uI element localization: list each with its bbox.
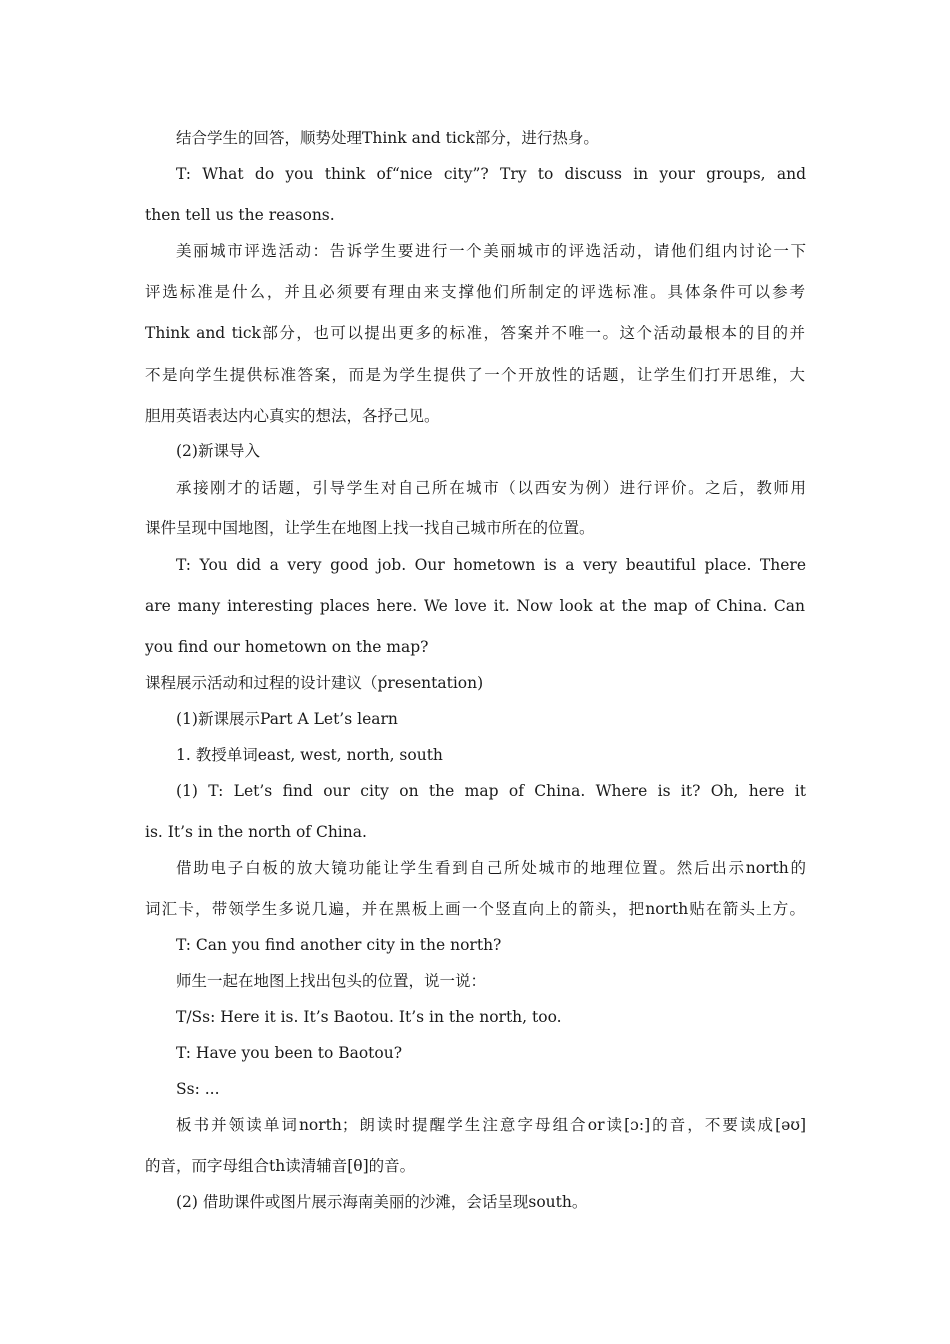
- paragraph-line: Think and tick部分，也可以提出更多的标准，答案并不唯一。这个活动最根本的目的并: [145, 324, 805, 342]
- paragraph-line: (1) T: Let’s find our city on the map of China. Where is it? Oh, here it: [176, 782, 806, 800]
- paragraph-line: 的音，而字母组合th读清辅音[θ]的音。: [145, 1157, 416, 1175]
- paragraph-line: 词汇卡，带领学生多说几遍，并在黑板上画一个竖直向上的箭头，把north贴在箭头上方。: [145, 900, 805, 918]
- paragraph-line: you find our hometown on the map?: [145, 638, 429, 656]
- dialogue-line: T/Ss: Here it is. It’s Baotou. It’s in the north, too.: [176, 1008, 562, 1026]
- paragraph-line: 借助电子白板的放大镜功能让学生看到自己所处城市的地理位置。然后出示north的: [176, 859, 806, 877]
- paragraph-line: is. It’s in the north of China.: [145, 823, 367, 841]
- paragraph-line: 师生一起在地图上找出包头的位置，说一说：: [176, 972, 487, 990]
- paragraph-line: 不是向学生提供标准答案，而是为学生提供了一个开放性的话题，让学生们打开思维，大: [145, 366, 805, 384]
- dialogue-line: T: Have you been to Baotou?: [176, 1044, 403, 1062]
- paragraph-line: 美丽城市评选活动：告诉学生要进行一个美丽城市的评选活动，请他们组内讨论一下: [176, 242, 806, 260]
- paragraph-line: are many interesting places here. We love it. Now look at the map of China. Can: [145, 597, 805, 615]
- paragraph-line: then tell us the reasons.: [145, 206, 335, 224]
- paragraph-line: 课件呈现中国地图，让学生在地图上找一找自己城市所在的位置。: [145, 519, 595, 537]
- list-item: 1. 教授单词east, west, north, south: [176, 746, 443, 764]
- paragraph-line: T: You did a very good job. Our hometown is a very beautiful place. There: [176, 556, 806, 574]
- section-heading: 课程展示活动和过程的设计建议（presentation): [145, 674, 484, 692]
- paragraph-line: 板书并领读单词north；朗读时提醒学生注意字母组合or读[ɔ:]的音，不要读成[əʊ]: [176, 1116, 806, 1134]
- paragraph-line: 评选标准是什么，并且必须要有理由来支撑他们所制定的评选标准。具体条件可以参考: [145, 283, 805, 301]
- section-heading: (1)新课展示Part A Let’s learn: [176, 710, 398, 728]
- paragraph-line: 胆用英语表达内心真实的想法，各抒己见。: [145, 407, 440, 425]
- section-heading: (2)新课导入: [176, 442, 260, 460]
- paragraph-line: (2) 借助课件或图片展示海南美丽的沙滩，会话呈现south。: [176, 1193, 588, 1211]
- paragraph-line: 结合学生的回答，顺势处理Think and tick部分，进行热身。: [176, 129, 599, 147]
- dialogue-line: Ss: ...: [176, 1080, 220, 1098]
- paragraph-line: 承接刚才的话题，引导学生对自己所在城市（以西安为例）进行评价。之后，教师用: [176, 479, 806, 497]
- dialogue-line: T: Can you find another city in the north?: [176, 936, 502, 954]
- paragraph-line: T: What do you think of“nice city”? Try to discuss in your groups, and: [176, 165, 806, 183]
